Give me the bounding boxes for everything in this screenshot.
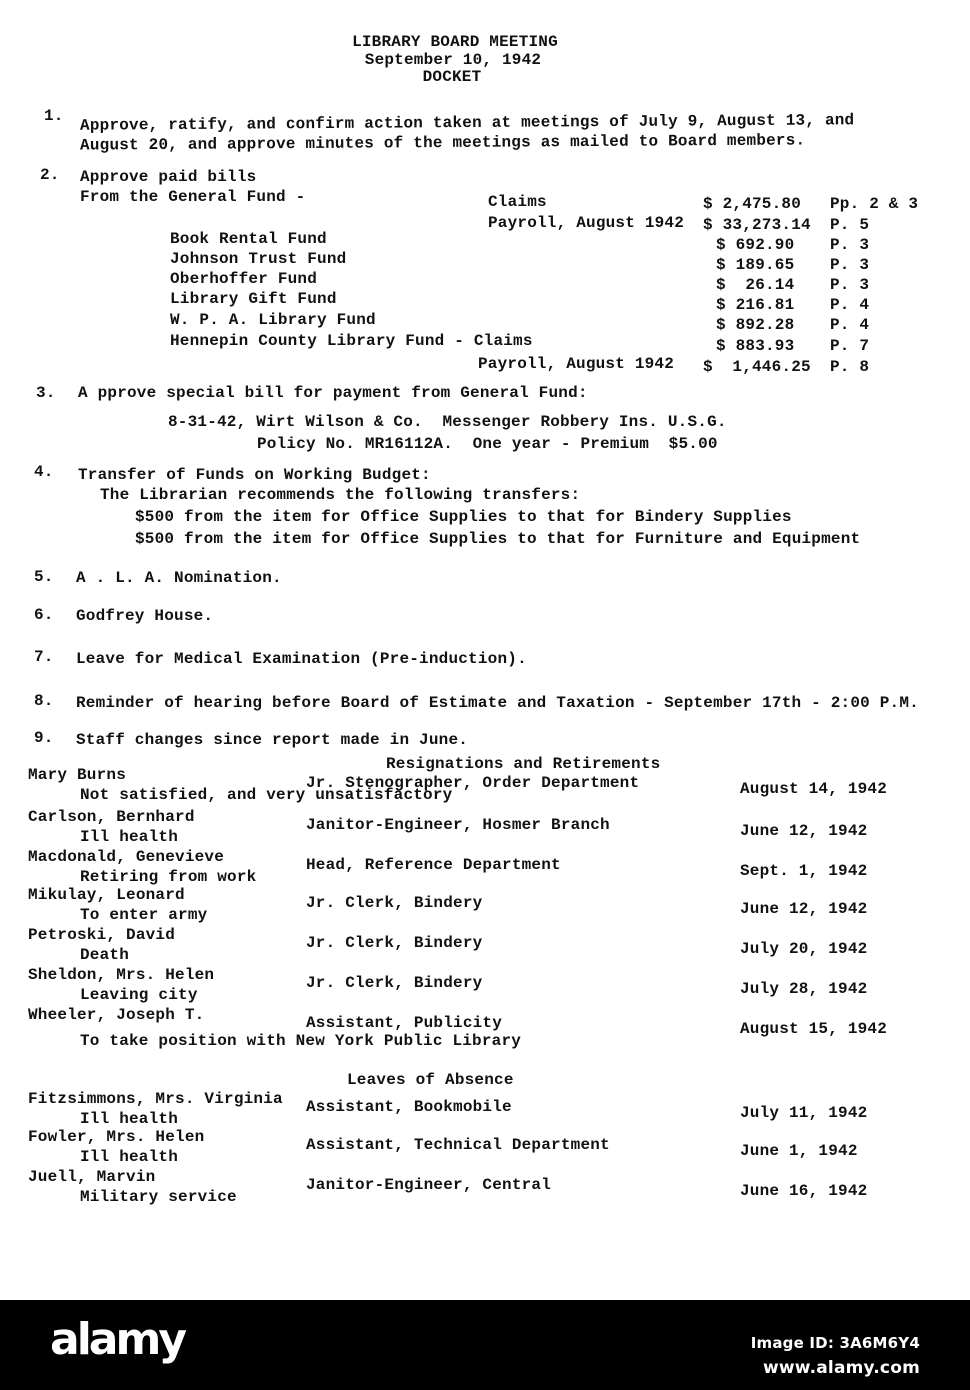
item-text: A . L. A. Nomination.	[76, 569, 282, 587]
bill-page: P. 5	[830, 216, 870, 234]
bill-page: P. 3	[830, 276, 870, 294]
staff-position: Head, Reference Department	[306, 856, 561, 874]
bill-fund: Oberhoffer Fund	[170, 270, 318, 288]
item-text: Godfrey House.	[76, 607, 214, 625]
bill-amount: $ 189.65	[716, 256, 795, 274]
bill-page: P. 7	[830, 337, 870, 355]
item-number: 2.	[40, 166, 60, 184]
staff-reason: Military service	[80, 1188, 237, 1206]
staff-reason: Ill health	[80, 1148, 179, 1166]
bill-page: P. 3	[830, 236, 870, 254]
leaves-heading: Leaves of Absence	[347, 1071, 514, 1089]
bill-description: Claims	[488, 193, 547, 211]
item-text: Approve, ratify, and confirm action taken at meetings of July 9, August 13, and	[79, 111, 855, 135]
staff-date: June 12, 1942	[740, 822, 868, 840]
item-text: The Librarian recommends the following transfers:	[100, 486, 581, 504]
bill-page: P. 3	[830, 256, 870, 274]
item-text: 8-31-42, Wirt Wilson & Co. Messenger Robbery Ins. U.S.G.	[168, 413, 727, 431]
item-number: 9.	[34, 729, 54, 747]
item-text: Transfer of Funds on Working Budget:	[78, 466, 431, 484]
item-text: Approve paid bills	[80, 168, 257, 186]
staff-reason: Death	[80, 946, 130, 964]
staff-position: Jr. Clerk, Bindery	[306, 974, 483, 992]
staff-date: July 28, 1942	[740, 980, 868, 998]
item-text: Policy No. MR16112A. One year - Premium $5.00	[257, 435, 718, 453]
staff-date: July 20, 1942	[740, 940, 868, 958]
doc-title: LIBRARY BOARD MEETING	[352, 33, 558, 51]
bill-fund: Hennepin County Library Fund - Claims	[170, 332, 533, 350]
site-url: www.alamy.com	[762, 1358, 920, 1378]
staff-position: Assistant, Publicity	[306, 1014, 503, 1032]
bill-amount: $ 692.90	[716, 236, 795, 254]
staff-date: June 16, 1942	[740, 1182, 868, 1200]
staff-date: July 11, 1942	[740, 1104, 868, 1122]
item-text: $500 from the item for Office Supplies to that for Bindery Supplies	[135, 508, 792, 526]
staff-reason: To enter army	[80, 906, 208, 924]
staff-date: August 14, 1942	[740, 780, 888, 798]
item-text: $500 from the item for Office Supplies to that for Furniture and Equipment	[135, 530, 861, 548]
staff-reason: Retiring from work	[80, 868, 257, 886]
bill-fund: Johnson Trust Fund	[170, 250, 347, 268]
item-text: August 20, and approve minutes of the meetings as mailed to Board members.	[79, 131, 806, 155]
bill-page: Pp. 2 & 3	[830, 195, 919, 213]
staff-name: Fowler, Mrs. Helen	[28, 1128, 205, 1146]
staff-reason: Ill health	[80, 1110, 179, 1128]
doc-date: September 10, 1942	[364, 51, 542, 69]
staff-position: Janitor-Engineer, Central	[306, 1176, 552, 1194]
bill-amount: $ 1,446.25	[703, 358, 811, 376]
alamy-logo: alamy	[50, 1314, 184, 1365]
staff-position: Janitor-Engineer, Hosmer Branch	[306, 816, 610, 834]
staff-date: June 1, 1942	[740, 1142, 858, 1160]
staff-name: Mary Burns	[28, 766, 127, 784]
resignations-heading: Resignations and Retirements	[386, 755, 661, 773]
staff-position: Jr. Clerk, Bindery	[306, 934, 483, 952]
staff-name: Sheldon, Mrs. Helen	[28, 966, 215, 984]
staff-name: Fitzsimmons, Mrs. Virginia	[28, 1090, 283, 1108]
item-text: From the General Fund -	[80, 188, 306, 206]
item-text: Leave for Medical Examination (Pre-induction).	[76, 650, 527, 668]
item-text: Staff changes since report made in June.	[76, 731, 469, 749]
item-number: 1.	[44, 107, 64, 125]
bill-amount: $ 2,475.80	[703, 195, 802, 213]
item-number: 7.	[34, 648, 54, 666]
bill-description: Payroll, August 1942	[478, 355, 675, 373]
bill-amount: $ 892.28	[716, 316, 795, 334]
staff-position: Assistant, Bookmobile	[306, 1098, 512, 1116]
item-number: 3.	[36, 384, 56, 402]
item-number: 6.	[34, 606, 54, 624]
bill-page: P. 4	[830, 296, 870, 314]
bill-fund: Book Rental Fund	[170, 230, 327, 248]
staff-date: June 12, 1942	[740, 900, 868, 918]
staff-reason: To take position with New York Public Library	[80, 1032, 522, 1050]
bill-amount: $ 33,273.14	[703, 216, 811, 234]
staff-date: Sept. 1, 1942	[740, 862, 868, 880]
doc-subtitle: DOCKET	[422, 68, 482, 86]
bill-page: P. 4	[830, 316, 870, 334]
item-number: 8.	[34, 692, 54, 710]
staff-name: Carlson, Bernhard	[28, 808, 195, 826]
item-number: 4.	[34, 463, 54, 481]
bill-description: Payroll, August 1942	[488, 214, 685, 232]
staff-position: Jr. Stenographer, Order Department	[306, 774, 640, 792]
staff-name: Mikulay, Leonard	[28, 886, 185, 904]
bill-amount: $ 216.81	[716, 296, 795, 314]
staff-name: Macdonald, Genevieve	[28, 848, 225, 866]
bill-fund: Library Gift Fund	[170, 290, 337, 308]
item-text: A pprove special bill for payment from General Fund:	[78, 384, 588, 402]
bill-fund: W. P. A. Library Fund	[170, 311, 376, 329]
staff-name: Wheeler, Joseph T.	[28, 1006, 205, 1024]
staff-reason: Leaving city	[80, 986, 198, 1004]
staff-reason: Ill health	[80, 828, 179, 846]
bill-amount: $ 26.14	[716, 276, 795, 294]
staff-reason: Not satisfied, and very unsatisfactory	[80, 786, 453, 804]
staff-position: Assistant, Technical Department	[306, 1136, 610, 1154]
item-number: 5.	[34, 568, 54, 586]
staff-name: Juell, Marvin	[28, 1168, 156, 1186]
bill-page: P. 8	[830, 358, 870, 376]
staff-position: Jr. Clerk, Bindery	[306, 894, 483, 912]
watermark-bar	[0, 1300, 970, 1390]
image-id: Image ID: 3A6M6Y4	[750, 1334, 920, 1352]
item-text: Reminder of hearing before Board of Estimate and Taxation - September 17th - 2:00 P.M.	[76, 694, 919, 712]
bill-amount: $ 883.93	[716, 337, 795, 355]
staff-name: Petroski, David	[28, 926, 176, 944]
staff-date: August 15, 1942	[740, 1020, 888, 1038]
